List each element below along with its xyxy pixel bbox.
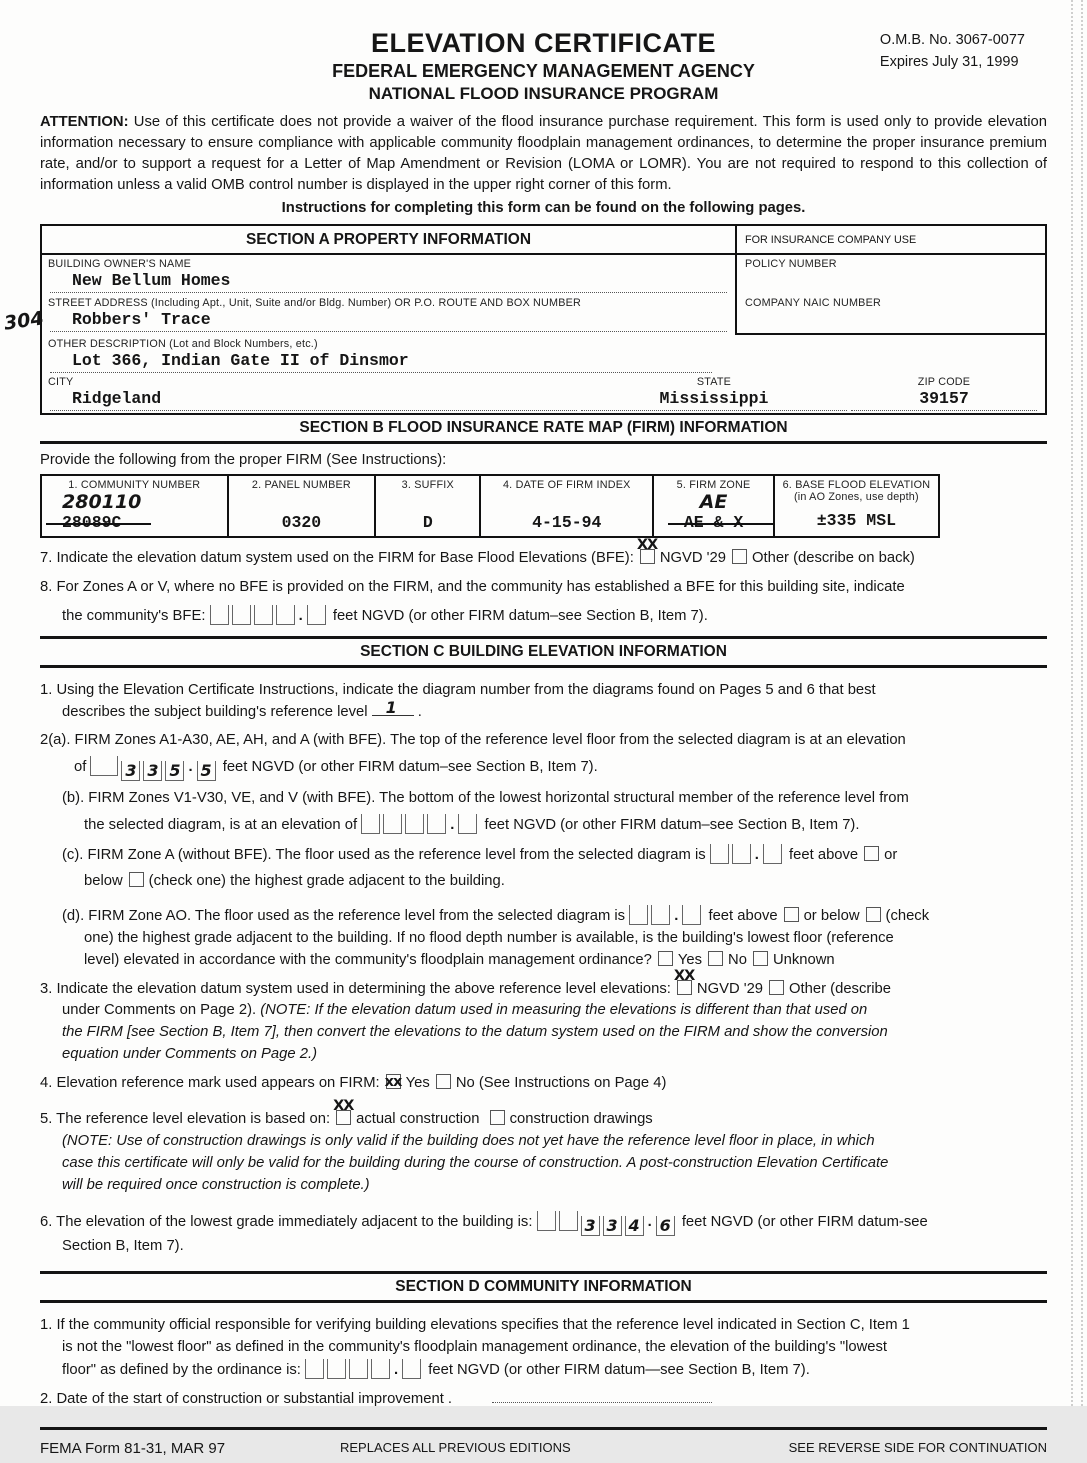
item-c3-line2: under Comments on Page 2). [62,1002,257,1019]
attention-label: ATTENTION: [40,114,129,130]
panel-number-cell [229,476,377,536]
item-c2c-post: (check one) the highest grade adjacent to the building. [148,873,505,890]
section-a [2,224,1047,415]
item-c2a-line1: 2(a). FIRM Zones A1-A30, AE, AH, and A (with BFE). The top of the reference level floor from the selected diagram is at an elevation [40,732,906,749]
ao-above-checkbox [784,907,799,922]
grade-elev-digit-box [537,1211,556,1231]
firm-zone-header: 5. FIRM ZONE [676,479,751,491]
ngvd29-label: NGVD '29 [659,550,726,566]
lowest-floor-digit-box [327,1359,346,1379]
policy-number-field [745,270,1037,294]
actual-construction-label: actual construction [356,1111,480,1128]
bfe-digit-box [254,605,273,625]
provide-note: Provide the following from the proper FIRM (See Instructions): [40,452,447,468]
item-b8-pre: the community's BFE: [62,607,206,624]
bfe-cell [775,476,938,536]
refmark-yes-checkbox [386,1074,401,1089]
grade-digit-box [763,844,782,864]
city-value: Ridgeland [72,389,162,408]
ao-digit-box [629,905,648,925]
lowest-floor-digit-box [371,1359,390,1379]
item-c2b [40,788,1047,837]
footer-form-number: FEMA Form 81-31, MAR 97 [40,1440,226,1458]
item-c3-pre: 3. Indicate the elevation datum system used in determining the above reference level elevations: [40,980,671,997]
decimal-point: . [450,817,455,834]
section-d-title: SECTION D COMMUNITY INFORMATION [395,1278,692,1296]
item-c1-line2: describes the subject building's reference level [62,703,368,720]
item-d2-text: 2. Date of the start of construction or substantial improvement . [40,1391,453,1408]
ao-below-checkbox [866,907,881,922]
construction-date-line [492,1402,712,1403]
attention-paragraph [40,112,1047,196]
lowest-floor-digit-box [402,1359,421,1379]
city-label: CITY [48,376,74,388]
item-c2b-post: feet NGVD (or other FIRM datum–see Section B, Item 7). [484,817,860,834]
item-c2c [40,844,1047,893]
street-number-handwritten: 304 [2,307,46,335]
item-c3-note2: the FIRM [see Section B, Item 7], then convert the elevations to the datum system used on the FIRM and show the conversion [62,1024,888,1041]
firm-date-header: 4. DATE OF FIRM INDEX [502,479,631,491]
refmark-yes-mark: xx [384,1074,402,1091]
other-description-label: OTHER DESCRIPTION (Lot and Block Numbers, etc.) [48,338,318,350]
firm-zone-cell [654,476,775,536]
firm-zone-handwritten: AE [699,491,728,513]
bfe-digit-box [307,605,326,625]
ao-digit-box [651,905,670,925]
elev-digit-box: 3 [143,761,162,781]
elev-digit-box [90,756,118,776]
zip-code-label: ZIP CODE [917,376,971,388]
footer [40,1440,1047,1463]
community-number-struck: 28089C [62,513,122,532]
section-b-title: SECTION B FLOOD INSURANCE RATE MAP (FIRM) INFORMATION [299,419,788,436]
item-c2c-below: below [84,873,123,890]
decimal-point: . [674,907,679,924]
agency-name: FEDERAL EMERGENCY MANAGEMENT AGENCY [332,61,755,81]
community-number-cell [42,476,229,536]
item-c2d-line2: one) the highest grade adjacent to the building. If no flood depth number is available, is the building's lowest floor (reference [84,929,894,946]
elev-digit-box: 5 [165,761,184,781]
item-b7-text: 7. Indicate the elevation datum system used on the FIRM for Base Flood Elevations (BFE): [40,550,634,566]
diagram-number-handwritten: 1 [385,697,397,717]
item-c6-post: feet NGVD (or other FIRM datum-see [681,1213,928,1230]
bfe-digit-box [210,605,229,625]
community-number-header: 1. COMMUNITY NUMBER [68,479,201,491]
yes-label: Yes [677,951,703,968]
datum-other-label: Other (describe [789,980,892,997]
elev-digit-box [427,814,446,834]
item-b8 [40,577,1047,628]
elev-digit-box: 3 [121,761,140,781]
footer-continuation: SEE REVERSE SIDE FOR CONTINUATION [788,1440,1047,1456]
item-b8-post: feet NGVD (or other FIRM datum–see Section B, Item 7). [332,607,708,624]
unknown-label: Unknown [772,951,835,968]
item-c3-note3: equation under Comments on Page 2.) [62,1046,317,1063]
item-c2d-mid: feet above [708,907,778,924]
grade-elev-digit-box [559,1211,578,1231]
firm-date-cell [481,476,654,536]
item-c2d-end: (check [885,907,930,924]
item-c4-pre: 4. Elevation reference mark used appears on FIRM: [40,1075,380,1092]
ordinance-yes-checkbox [658,951,673,966]
decimal-point: . [188,759,193,776]
item-c2b-line1: (b). FIRM Zones V1-V30, VE, and V (with BFE). The bottom of the lowest horizontal structural member of the reference level from [62,790,909,807]
divider [40,1427,1047,1430]
item-c5 [40,1098,1047,1197]
item-c6-pre: 6. The elevation of the lowest grade immediately adjacent to the building is: [40,1213,533,1230]
item-c4 [40,1073,1047,1095]
datum-other-checkbox [769,980,784,995]
diagram-number-line [372,697,414,717]
owner-name-value: New Bellum Homes [72,271,231,290]
other-description-value: Lot 366, Indian Gate II of Dinsmor [72,351,409,370]
omb-number: O.M.B. No. 3067-0077 [879,32,1025,48]
grade-digit-box [710,844,729,864]
datum-ngvd29-mark: XX [673,967,695,984]
grade-digit-box [732,844,751,864]
ordinance-no-checkbox [708,951,723,966]
suffix-header: 3. SUFFIX [401,479,454,491]
grade-elev-digit-box: 4 [625,1216,644,1236]
bfe-header: 6. BASE FLOOD ELEVATION [782,479,931,491]
below-checkbox [129,872,144,887]
no-label: No [728,951,747,968]
street-address-label: STREET ADDRESS (Including Apt., Unit, Suite and/or Bldg. Number) OR P.O. ROUTE AND BOX NUMBER [48,297,582,309]
item-c3 [40,967,1047,1067]
bfe-digit-box [276,605,295,625]
firm-date-value: 4-15-94 [532,513,602,532]
zip-code-value: 39157 [919,389,969,408]
elev-digit-box [405,814,424,834]
state-value: Mississippi [659,389,769,408]
elev-digit-box [458,814,477,834]
item-b7 [40,537,1047,570]
refmark-no-checkbox [436,1074,451,1089]
refmark-yes-label: Yes [405,1075,430,1092]
item-c2d-or: or below [803,907,860,924]
suffix-value: D [422,513,433,532]
ordinance-unknown-checkbox [753,951,768,966]
item-c2c-end: or [884,847,898,864]
state-label: STATE [696,376,732,388]
construction-drawings-checkbox [490,1110,505,1125]
datum-ngvd29-checkbox [673,967,695,995]
ngvd29-checkbox [636,537,658,564]
item-c5-note3: will be required once construction is complete.) [62,1176,370,1193]
item-d1-post: feet NGVD (or other FIRM datum—see Section B, Item 7). [428,1362,810,1379]
above-checkbox [864,846,879,861]
decimal-point: . [647,1213,652,1230]
actual-construction-mark: XX [333,1098,354,1115]
decimal-point: . [298,607,303,624]
item-c3-note1: (NOTE: If the elevation datum used in measuring the elevations is different than that used on [260,1002,868,1019]
item-c4-post: (See Instructions on Page 4) [478,1075,667,1092]
bfe-value: ±335 MSL [816,511,896,530]
footer-replaces: REPLACES ALL PREVIOUS EDITIONS [340,1440,571,1456]
divider [40,665,1047,668]
ao-digit-box [682,905,701,925]
insurance-company-use-label: FOR INSURANCE COMPANY USE [735,226,1045,253]
item-c5-note1: (NOTE: Use of construction drawings is only valid if the building does not yet have the reference level floor in place, in which [62,1132,875,1149]
firm-table [40,474,940,538]
street-address-value: Robbers' Trace [72,310,211,329]
item-c1 [40,680,1047,724]
naic-number-field [745,309,1037,333]
other-datum-label: Other (describe on back) [751,550,915,566]
item-d1 [40,1315,1047,1382]
decimal-point: . [394,1362,399,1379]
section-a-title: SECTION A PROPERTY INFORMATION [245,231,532,248]
bfe-subheader: (in AO Zones, use depth) [793,491,919,503]
item-d2 [40,1389,1047,1411]
item-c2c-pre: (c). FIRM Zone A (without BFE). The floor used as the reference level from the selected diagram is [62,847,706,864]
naic-number-label: COMPANY NAIC NUMBER [745,297,881,309]
divider [40,441,1047,444]
item-c6 [40,1211,1047,1258]
datum-ngvd29-label: NGVD '29 [696,980,764,997]
suffix-cell [376,476,481,536]
elev-digit-box [361,814,380,834]
section-c-title: SECTION C BUILDING ELEVATION INFORMATION [360,642,727,660]
refmark-no-label: No [455,1075,475,1092]
attention-body: Use of this certificate does not provide a waiver of the flood insurance purchase requirement. This form is used only to provide elevation information necessary to ensure compliance with applicable community floodplain management ordinances, to determine the proper insurance premium rate, and/or to support a request for a Letter of Map Amendment or Revision (LOMA or LOMR). You are not required to respond to this collection of information unless a valid OMB control number is displayed in the upper right corner of this form. [40,114,1047,193]
item-c2a-pre: of [74,759,87,776]
ngvd29-check-mark: XX [636,537,658,553]
omb-expires: Expires July 31, 1999 [879,53,1019,70]
divider [40,1300,1047,1303]
decimal-point: . [754,847,759,864]
bfe-digit-box [232,605,251,625]
item-c2b-pre: the selected diagram, is at an elevation of [84,817,358,834]
item-d1-line1: 1. If the community official responsible for verifying building elevations specifies that the reference level indicated in Section C, Item 1 [40,1317,910,1334]
policy-number-label: POLICY NUMBER [745,258,837,270]
firm-zone-struck: AE & X [683,513,744,532]
instructions-note: Instructions for completing this form can be found on the following pages. [281,200,806,216]
grade-elev-digit-box: 3 [581,1216,600,1236]
item-c2d [40,905,1047,972]
item-c2c-mid: feet above [789,847,859,864]
panel-number-value: 0320 [281,513,322,532]
form-title: ELEVATION CERTIFICATE [371,28,716,58]
grade-elev-digit-box: 3 [603,1216,622,1236]
grade-elev-digit-box: 6 [656,1216,675,1236]
item-d1-pre: floor" as defined by the ordinance is: [62,1362,301,1379]
item-c6-line2: Section B, Item 7). [62,1237,184,1254]
item-c1-period: . [417,703,422,720]
item-c1-line1: 1. Using the Elevation Certificate Instructions, indicate the diagram number from the diagrams found on Pages 5 and 6 that best [40,681,876,698]
elev-digit-box: 5 [197,761,216,781]
actual-construction-checkbox [333,1098,354,1125]
construction-drawings-label: construction drawings [509,1111,653,1128]
item-d1-line2: is not the "lowest floor" as defined in the community's floodplain management ordinance, the elevation of the building's "lowest [62,1339,888,1356]
item-c2a [40,730,1047,781]
item-b8-line1: 8. For Zones A or V, where no BFE is provided on the FIRM, and the community has established a BFE for this building site, indicate [40,578,905,595]
item-c2d-line3: level) elevated in accordance with the community's floodplain management ordinance? [84,951,652,968]
item-c5-note2: case this certificate will only be valid for the building during the course of construction. A post-construction Elevation Certificate [62,1154,889,1171]
lowest-floor-digit-box [305,1359,324,1379]
item-c5-pre: 5. The reference level elevation is based on: [40,1111,331,1128]
item-c2a-post: feet NGVD (or other FIRM datum–see Section B, Item 7). [222,759,598,776]
program-name: NATIONAL FLOOD INSURANCE PROGRAM [368,84,719,103]
community-number-handwritten: 280110 [62,491,142,513]
other-datum-checkbox [732,549,747,564]
owner-name-label: BUILDING OWNER'S NAME [48,258,192,270]
item-c2d-pre: (d). FIRM Zone AO. The floor used as the reference level from the selected diagram is [62,907,626,924]
panel-number-header: 2. PANEL NUMBER [251,479,351,491]
elev-digit-box [383,814,402,834]
lowest-floor-digit-box [349,1359,368,1379]
